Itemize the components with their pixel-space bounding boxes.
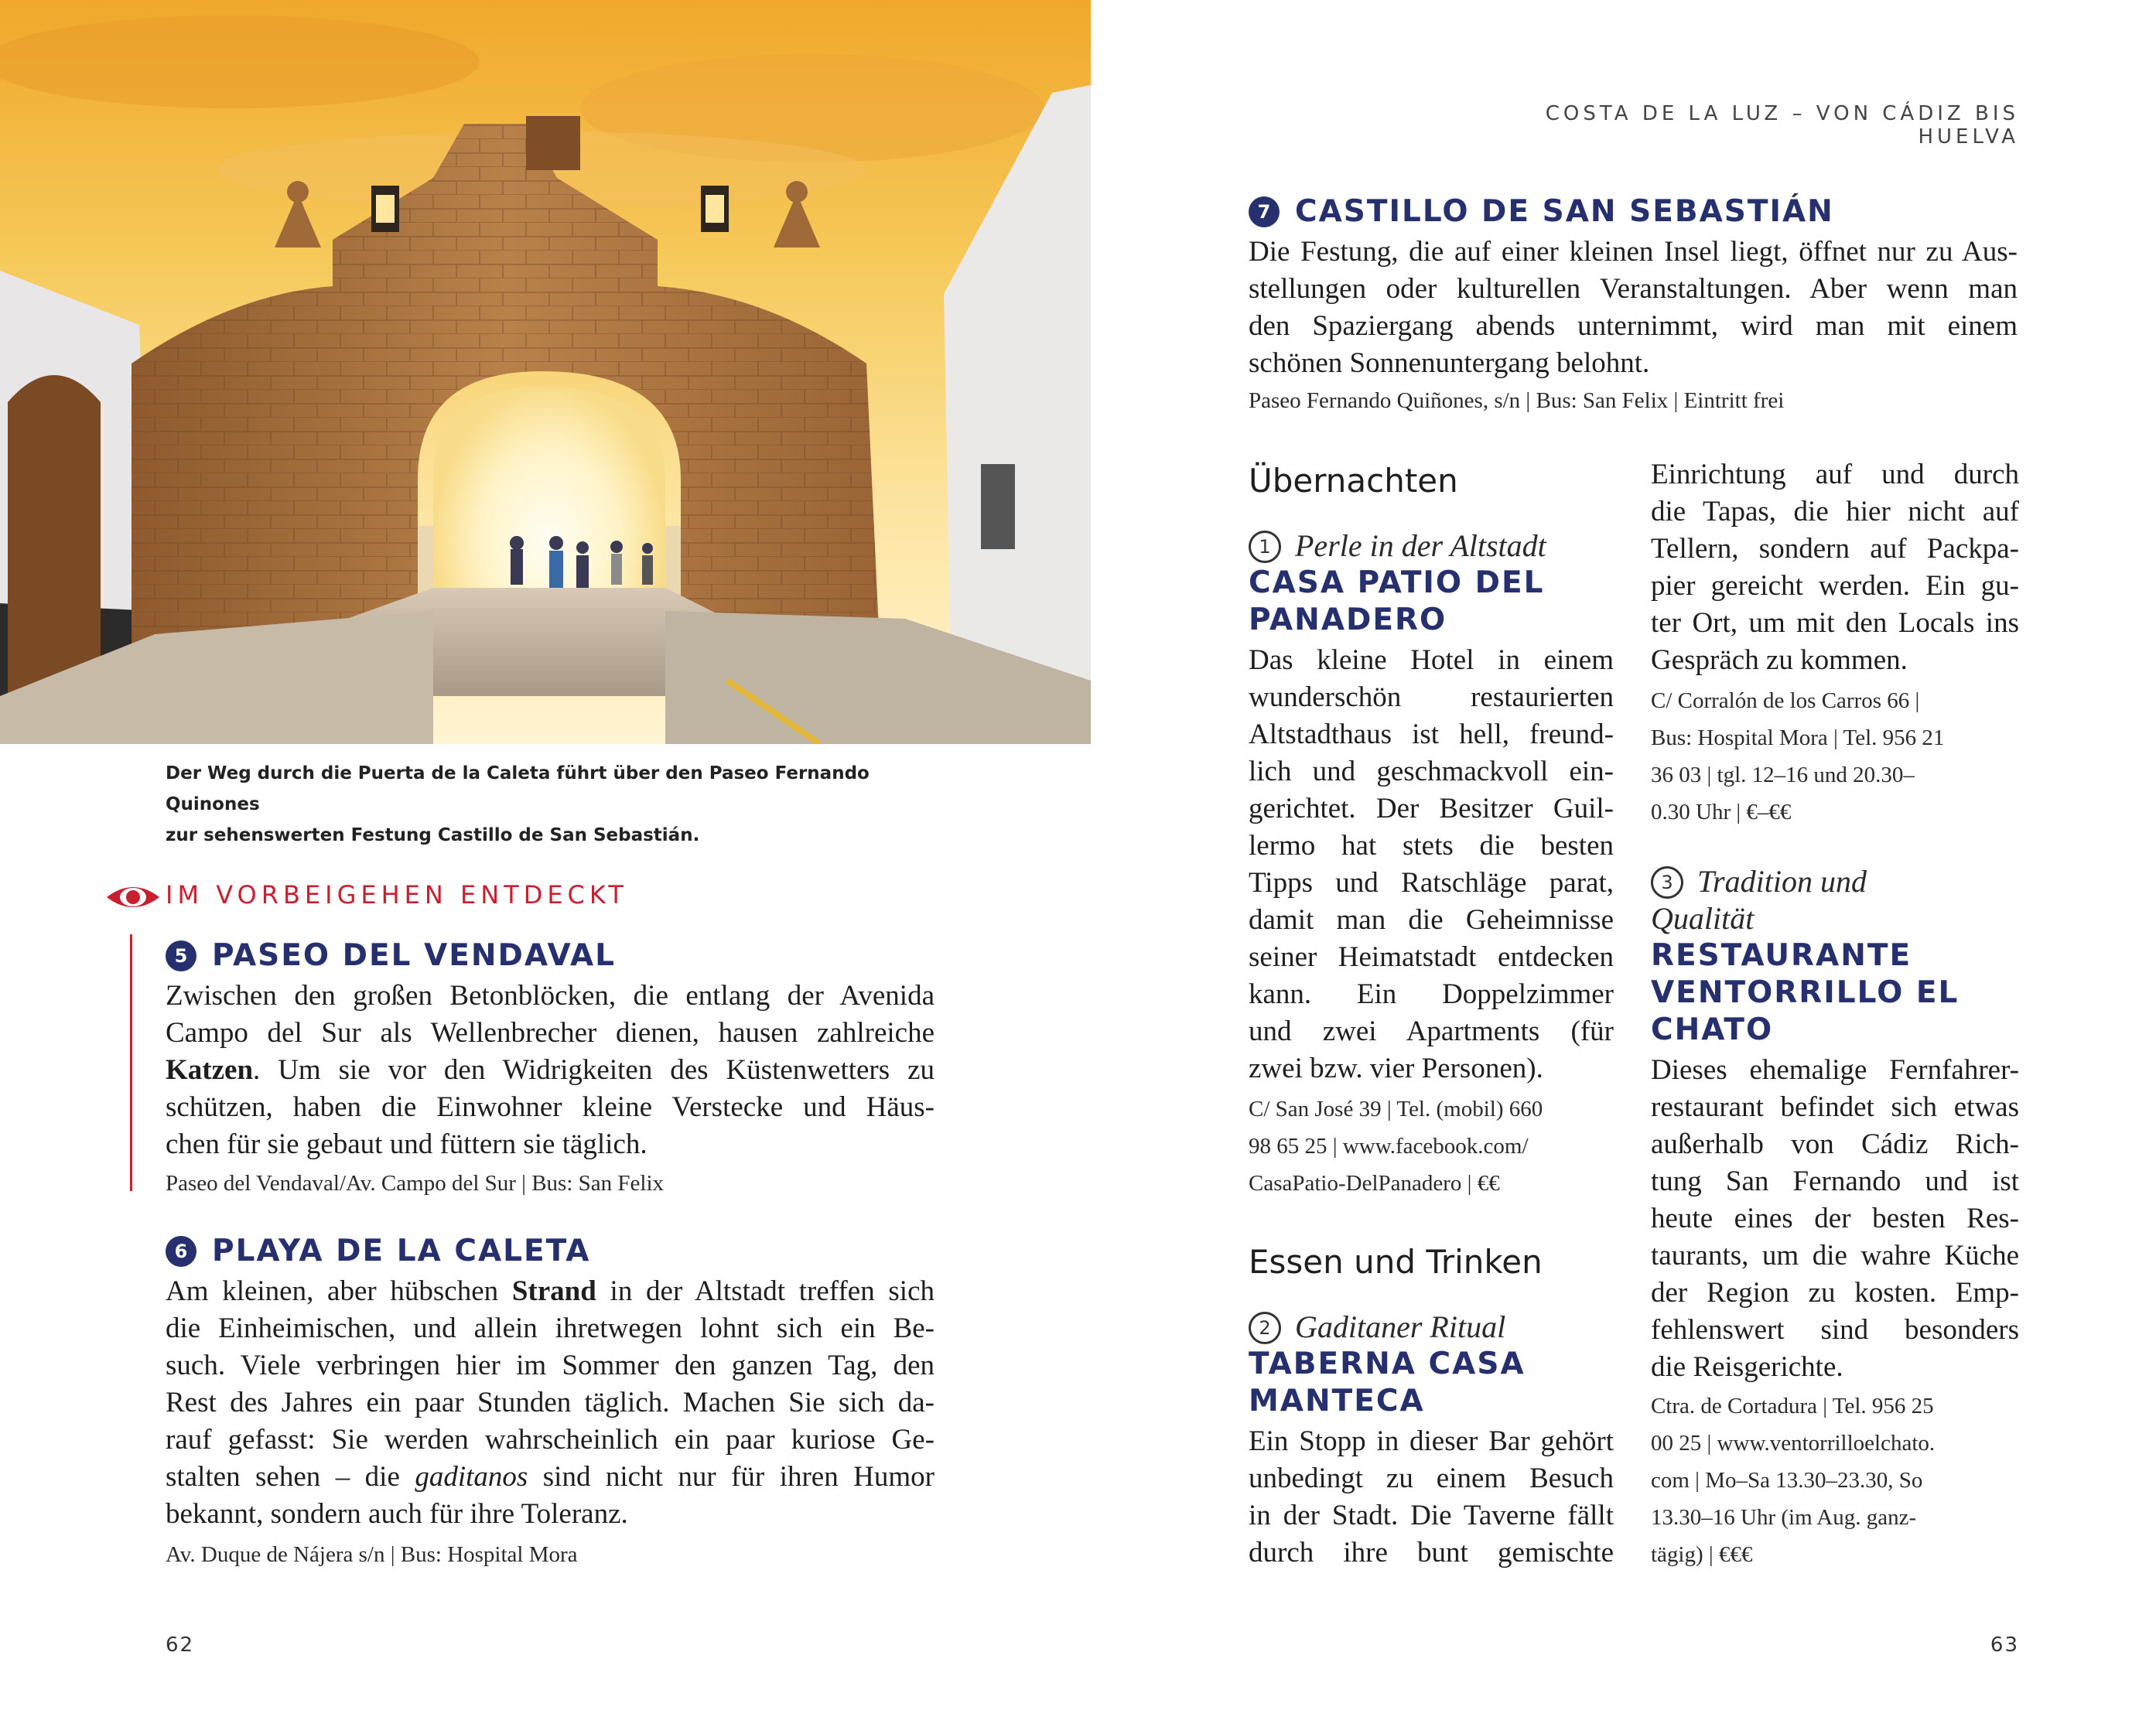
body-line: fehlenswert sind besonders bbox=[1651, 1314, 2019, 1346]
info-line: tägig) | €€€ bbox=[1651, 1542, 1753, 1567]
title-line: CASA PATIO DEL bbox=[1249, 565, 1545, 600]
entry-5-heading bbox=[166, 937, 616, 975]
bold-term: Strand bbox=[511, 1275, 596, 1307]
entry-title: PLAYA DE LA CALETA bbox=[212, 1234, 591, 1268]
body-line: taurants, um die wahre Küche bbox=[1651, 1240, 2019, 1272]
title-line: PANADERO bbox=[1249, 602, 1447, 637]
body-line: unbedingt zu einem Besuch bbox=[1249, 1463, 1614, 1494]
subtitle-line: Qualität bbox=[1651, 901, 1755, 936]
body-line: der Region zu kosten. Emp- bbox=[1651, 1277, 2019, 1309]
eye-icon bbox=[105, 882, 161, 916]
photo-puerta-de-la-caleta bbox=[0, 0, 1091, 744]
page-number-right: 63 bbox=[1990, 1633, 2019, 1657]
body-line: die Einheimischen, und allein ihretwegen lohnt sich ein Be- bbox=[166, 1312, 934, 1344]
body-line: heute eines der besten Res- bbox=[1651, 1203, 2019, 1234]
title-line: RESTAURANTE bbox=[1651, 938, 1912, 973]
bold-term: Katzen bbox=[166, 1054, 254, 1086]
rest-3-subtitle bbox=[1651, 863, 2019, 937]
body-line: restaurant befindet sich etwas bbox=[1651, 1091, 2019, 1123]
body-line: kann. Ein Doppelzimmer bbox=[1249, 978, 1614, 1010]
body-text: stalten sehen – die bbox=[166, 1461, 415, 1493]
number-ring: 3 bbox=[1651, 866, 1683, 899]
entry-7-heading bbox=[1249, 193, 1834, 230]
box-accent-line bbox=[130, 934, 132, 1191]
subtitle-text: Gaditaner Ritual bbox=[1295, 1309, 1506, 1344]
hotel-1-subtitle bbox=[1249, 527, 1546, 565]
info-line: com | Mo–Sa 13.30–23.30, So bbox=[1651, 1468, 1923, 1493]
rest-3-info bbox=[1651, 1388, 2019, 1573]
body-line: Campo del Sur als Wellenbrecher dienen, hausen zahlreiche bbox=[166, 1017, 934, 1049]
subtitle-text: Perle in der Altstadt bbox=[1295, 528, 1546, 563]
body-line: lermo hat stets die besten bbox=[1249, 830, 1614, 862]
body-line: Das kleine Hotel in einem bbox=[1249, 644, 1614, 676]
running-header: COSTA DE LA LUZ – VON CÁDIZ BIS HUELVA bbox=[1545, 102, 2019, 148]
body-line bbox=[166, 1052, 934, 1089]
hotel-1-info bbox=[1249, 1091, 1614, 1202]
title-line: MANTECA bbox=[1249, 1384, 1425, 1418]
info-line: C/ Corralón de los Carros 66 | bbox=[1651, 688, 1920, 713]
body-line: Altstadthaus ist hell, freund- bbox=[1249, 719, 1614, 750]
body-line: wunderschön restaurierten bbox=[1249, 681, 1614, 713]
entry-7-body bbox=[1249, 234, 2018, 382]
body-line: in der Stadt. Die Taverne fällt bbox=[1249, 1500, 1614, 1531]
body-line: Tipps und Ratschläge parat, bbox=[1249, 867, 1614, 899]
body-line: zwei bzw. vier Personen). bbox=[1249, 1053, 1543, 1084]
info-line: 98 65 25 | www.facebook.com/ bbox=[1249, 1134, 1529, 1159]
entry-title: PASEO DEL VENDAVAL bbox=[212, 938, 617, 973]
entry-5-info: Paseo del Vendaval/Av. Campo del Sur | Bus: San Felix bbox=[166, 1171, 665, 1196]
body-line: die Reisgerichte. bbox=[1651, 1351, 1843, 1383]
entry-5-body bbox=[166, 978, 934, 1163]
title-line: VENTORRILLO EL bbox=[1651, 975, 1960, 1010]
body-line: schönen Sonnenuntergang belohnt. bbox=[1249, 347, 1650, 379]
info-line: Bus: Hospital Mora | Tel. 956 21 bbox=[1651, 725, 1945, 750]
body-line: Zwischen den großen Betonblöcken, die entlang der Avenida bbox=[166, 980, 934, 1012]
body-line: Rest des Jahres ein paar Stunden täglich. Machen Sie sich da- bbox=[166, 1387, 934, 1418]
rest-2-title bbox=[1249, 1346, 1526, 1420]
number-badge: 5 bbox=[166, 940, 196, 971]
body-line: pier gereicht werden. Ein gu- bbox=[1651, 570, 2019, 602]
subtitle-text: Tradition und bbox=[1697, 864, 1867, 899]
body-line: damit man die Geheimnisse bbox=[1249, 904, 1614, 936]
body-line: such. Viele verbringen hier im Sommer den ganzen Tag, den bbox=[166, 1350, 934, 1381]
number-badge: 6 bbox=[166, 1236, 196, 1267]
body-line: stellungen oder kulturellen Veranstaltungen. Aber wenn man bbox=[1249, 273, 2018, 305]
rest-3-title bbox=[1651, 937, 1959, 1049]
body-line: Die Festung, die auf einer kleinen Insel liegt, öffnet nur zu Aus- bbox=[1249, 236, 2018, 268]
rest-3-body bbox=[1651, 1052, 2019, 1386]
body-line bbox=[166, 1273, 934, 1310]
number-ring: 2 bbox=[1249, 1312, 1281, 1344]
body-line: und zwei Apartments (für bbox=[1249, 1016, 1614, 1047]
info-line: 00 25 | www.ventorrilloelchato. bbox=[1651, 1431, 1936, 1456]
title-line: TABERNA CASA bbox=[1249, 1347, 1526, 1381]
caption-line-1: Der Weg durch die Puerta de la Caleta führt über den Paseo Fernando Quinones bbox=[166, 763, 870, 814]
subtitle-line bbox=[1651, 863, 2019, 900]
info-line: 36 03 | tgl. 12–16 und 20.30– bbox=[1651, 763, 1915, 787]
number-badge: 7 bbox=[1249, 196, 1280, 227]
body-text: in der Altstadt treffen sich bbox=[596, 1275, 934, 1307]
info-line: Ctra. de Cortadura | Tel. 956 25 bbox=[1651, 1394, 1934, 1418]
body-line: ter Ort, um mit den Locals ins bbox=[1651, 607, 2019, 639]
body-text: . Um sie vor den Widrigkeiten des Küstenwetters zu bbox=[253, 1054, 934, 1086]
section-heading-uebernachten: Übernachten bbox=[1249, 462, 1458, 500]
body-line bbox=[166, 1459, 934, 1496]
caption-line-2: zur sehenswerten Festung Castillo de San Sebastián. bbox=[166, 825, 700, 845]
body-line: Gespräch zu kommen. bbox=[1651, 644, 1908, 676]
body-line: den Spaziergang abends unternimmt, wird man mit einem bbox=[1249, 310, 2018, 342]
body-line: seiner Heimatstadt entdecken bbox=[1249, 941, 1614, 973]
body-line: tung San Fernando und ist bbox=[1651, 1166, 2019, 1197]
title-line: CHATO bbox=[1651, 1012, 1774, 1047]
body-line: Tellern, sondern auf Packpa- bbox=[1651, 533, 2019, 565]
body-line: durch ihre bunt gemischte bbox=[1249, 1537, 1614, 1569]
entry-6-info: Av. Duque de Nájera s/n | Bus: Hospital Mora bbox=[166, 1542, 578, 1567]
photo-caption bbox=[166, 758, 939, 851]
entry-title: CASTILLO DE SAN SEBASTIÁN bbox=[1295, 194, 1834, 229]
box-title: IM VORBEIGEHEN ENTDECKT bbox=[166, 880, 628, 910]
entry-6-body bbox=[166, 1273, 934, 1533]
info-line: C/ San José 39 | Tel. (mobil) 660 bbox=[1249, 1097, 1543, 1121]
info-line: 0.30 Uhr | €–€€ bbox=[1651, 800, 1792, 824]
hotel-1-body bbox=[1249, 642, 1614, 1087]
body-line: außerhalb von Cádiz Rich- bbox=[1651, 1128, 2019, 1160]
entry-6-heading bbox=[166, 1233, 590, 1270]
body-line: Ein Stopp in dieser Bar gehört bbox=[1249, 1425, 1614, 1457]
body-line: Dieses ehemalige Fernfahrer- bbox=[1651, 1054, 2019, 1086]
photo-illustration bbox=[0, 0, 1091, 744]
body-line: rauf gefasst: Sie werden wahrscheinlich ein paar kuriose Ge- bbox=[166, 1424, 934, 1456]
body-line: die Tapas, die hier nicht auf bbox=[1651, 496, 2019, 527]
section-heading-essen: Essen und Trinken bbox=[1249, 1243, 1543, 1281]
body-line: gerichtet. Der Besitzer Guil- bbox=[1249, 793, 1614, 824]
hotel-1-title bbox=[1249, 565, 1545, 639]
info-line: 13.30–16 Uhr (im Aug. ganz- bbox=[1651, 1505, 1917, 1530]
number-ring: 1 bbox=[1249, 531, 1281, 563]
rest-2-body bbox=[1249, 1423, 1614, 1572]
body-text: sind nicht nur für ihren Humor bbox=[528, 1461, 934, 1493]
italic-term: gaditanos bbox=[415, 1461, 528, 1493]
body-line: chen für sie gebaut und füttern sie täglich. bbox=[166, 1128, 647, 1160]
info-line: CasaPatio-DelPanadero | €€ bbox=[1249, 1171, 1500, 1196]
body-text: Am kleinen, aber hübschen bbox=[166, 1275, 512, 1307]
body-line: schützen, haben die Einwohner kleine Verstecke und Häus- bbox=[166, 1091, 934, 1123]
entry-7-info: Paseo Fernando Quiñones, s/n | Bus: San Felix | Eintritt frei bbox=[1249, 388, 1785, 413]
rest-2-subtitle bbox=[1249, 1309, 1505, 1346]
body-line: lich und geschmackvoll ein- bbox=[1249, 756, 1614, 787]
rest-2-info bbox=[1651, 682, 2019, 831]
body-line: Einrichtung auf und durch bbox=[1651, 459, 2019, 490]
body-line: bekannt, sondern auch für ihre Toleranz. bbox=[166, 1498, 628, 1530]
page-number-left: 62 bbox=[166, 1633, 195, 1657]
rest-2-body-continued bbox=[1651, 456, 2019, 679]
